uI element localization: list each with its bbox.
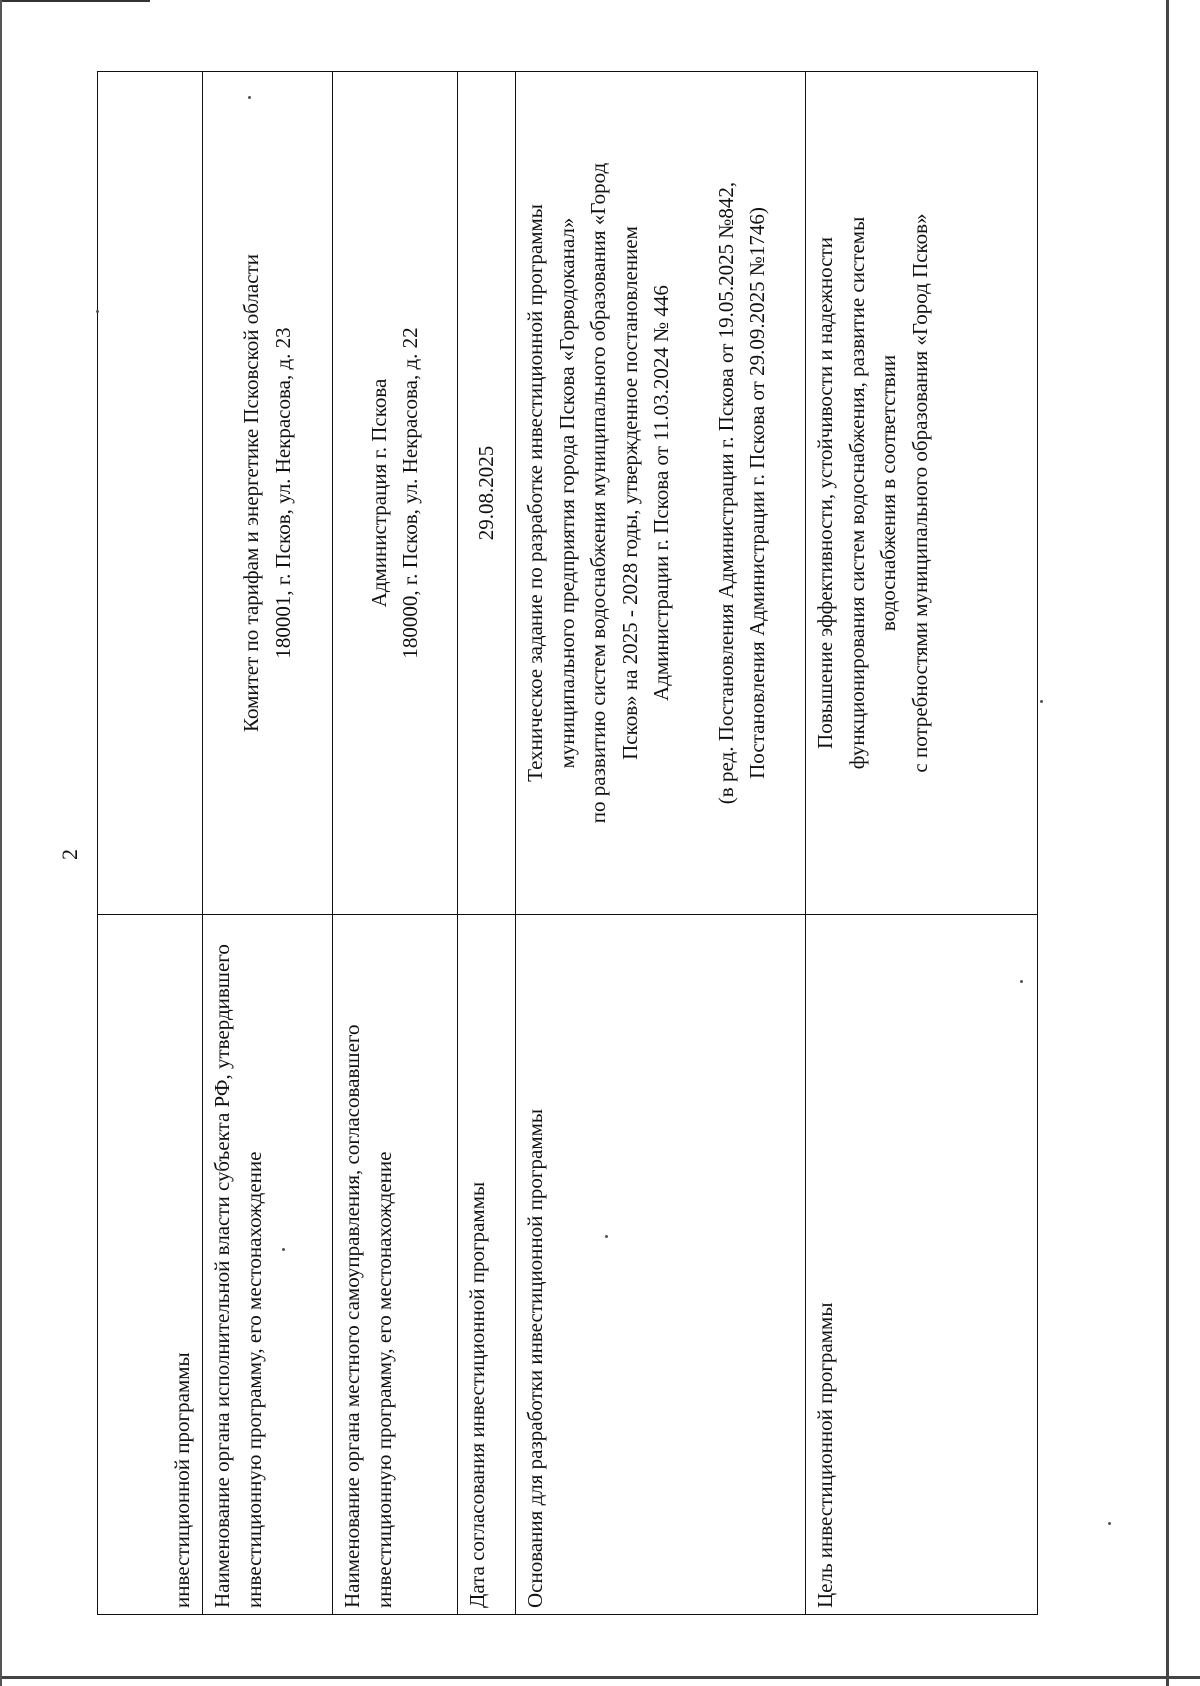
row-label: Дата согласования инвестиционной программы: [458, 915, 516, 1615]
scan-speck: [1108, 1522, 1111, 1525]
value-line: Псков» на 2025 - 2028 годы, утвержденное постановлением: [617, 226, 642, 760]
scan-edge-bottom: [0, 1676, 1200, 1679]
value-line: 29.08.2025: [473, 445, 498, 541]
row-value: [98, 72, 203, 915]
page-number: 2: [57, 849, 82, 860]
table-row: [203, 72, 333, 1615]
scan-speck: [282, 1248, 285, 1251]
row-value: [203, 72, 333, 915]
table-row: [458, 72, 516, 1615]
value-line: Администрации г. Пскова от 11.03.2024 № 446: [649, 285, 673, 701]
scan-edge-top: [0, 0, 150, 2]
value-line: Техническое задание по разработке инвестиционной программы: [523, 204, 547, 782]
scan-edge-right: [1166, 0, 1169, 1686]
scan-speck: [96, 310, 99, 313]
table-row: [806, 72, 1038, 1615]
table-row: [516, 72, 806, 1615]
value-note-line: Постановления Администрации г. Пскова от 29.09.2025 №1746): [745, 207, 769, 779]
row-label: Цель инвестиционной программы: [806, 915, 1038, 1615]
row-value: [333, 72, 458, 915]
row-value: [806, 72, 1038, 915]
row-label: инвестиционной программы: [98, 915, 203, 1615]
value-line: по развитию систем водоснабжения муниципального образования «Город: [586, 162, 610, 824]
value-line: функционирования систем водоснабжения, развитие системы: [844, 216, 869, 770]
row-value: [458, 72, 516, 915]
value-line: водоснабжения в соответствии: [876, 354, 900, 632]
table-row: [98, 72, 203, 1615]
value-line: с потребностями муниципального образования «Город Псков»: [907, 213, 932, 773]
scan-speck: [248, 96, 251, 99]
row-label: Основания для разработки инвестиционной программы: [516, 915, 806, 1615]
value-line: Администрация г. Пскова: [366, 378, 391, 608]
scan-edge-left: [0, 0, 2, 1686]
row-value: [516, 72, 806, 915]
value-line: 180000, г. Псков, ул. Некрасова, д. 22: [398, 327, 422, 659]
spacer: [678, 78, 711, 908]
value-line: Комитет по тарифам и энергетике Псковской области: [239, 254, 263, 732]
row-label: Наименование органа исполнительной власти субъекта РФ, утвердившего инвестиционную программу, его местонахождение: [203, 915, 333, 1615]
value-line: Повышение эффективности, устойчивости и надежности: [813, 237, 837, 749]
scan-speck: [605, 1235, 608, 1238]
table-row: [333, 72, 458, 1615]
rotated-page: [57, 72, 1037, 1615]
scan-speck: [1040, 700, 1043, 703]
investment-program-table: [97, 71, 1038, 1615]
row-label: Наименование органа местного самоуправления, согласовавшего инвестиционную программу, его местонахождение: [333, 915, 458, 1615]
value-line: 180001, г. Псков, ул. Некрасова, д. 23: [270, 327, 295, 659]
scan-speck: [1020, 980, 1023, 983]
value-line: муниципального предприятия города Пскова «Горводоканал»: [554, 217, 579, 769]
value-note-line: (в ред. Постановления Администрации г. Пскова от 19.05.2025 №842,: [713, 181, 738, 805]
